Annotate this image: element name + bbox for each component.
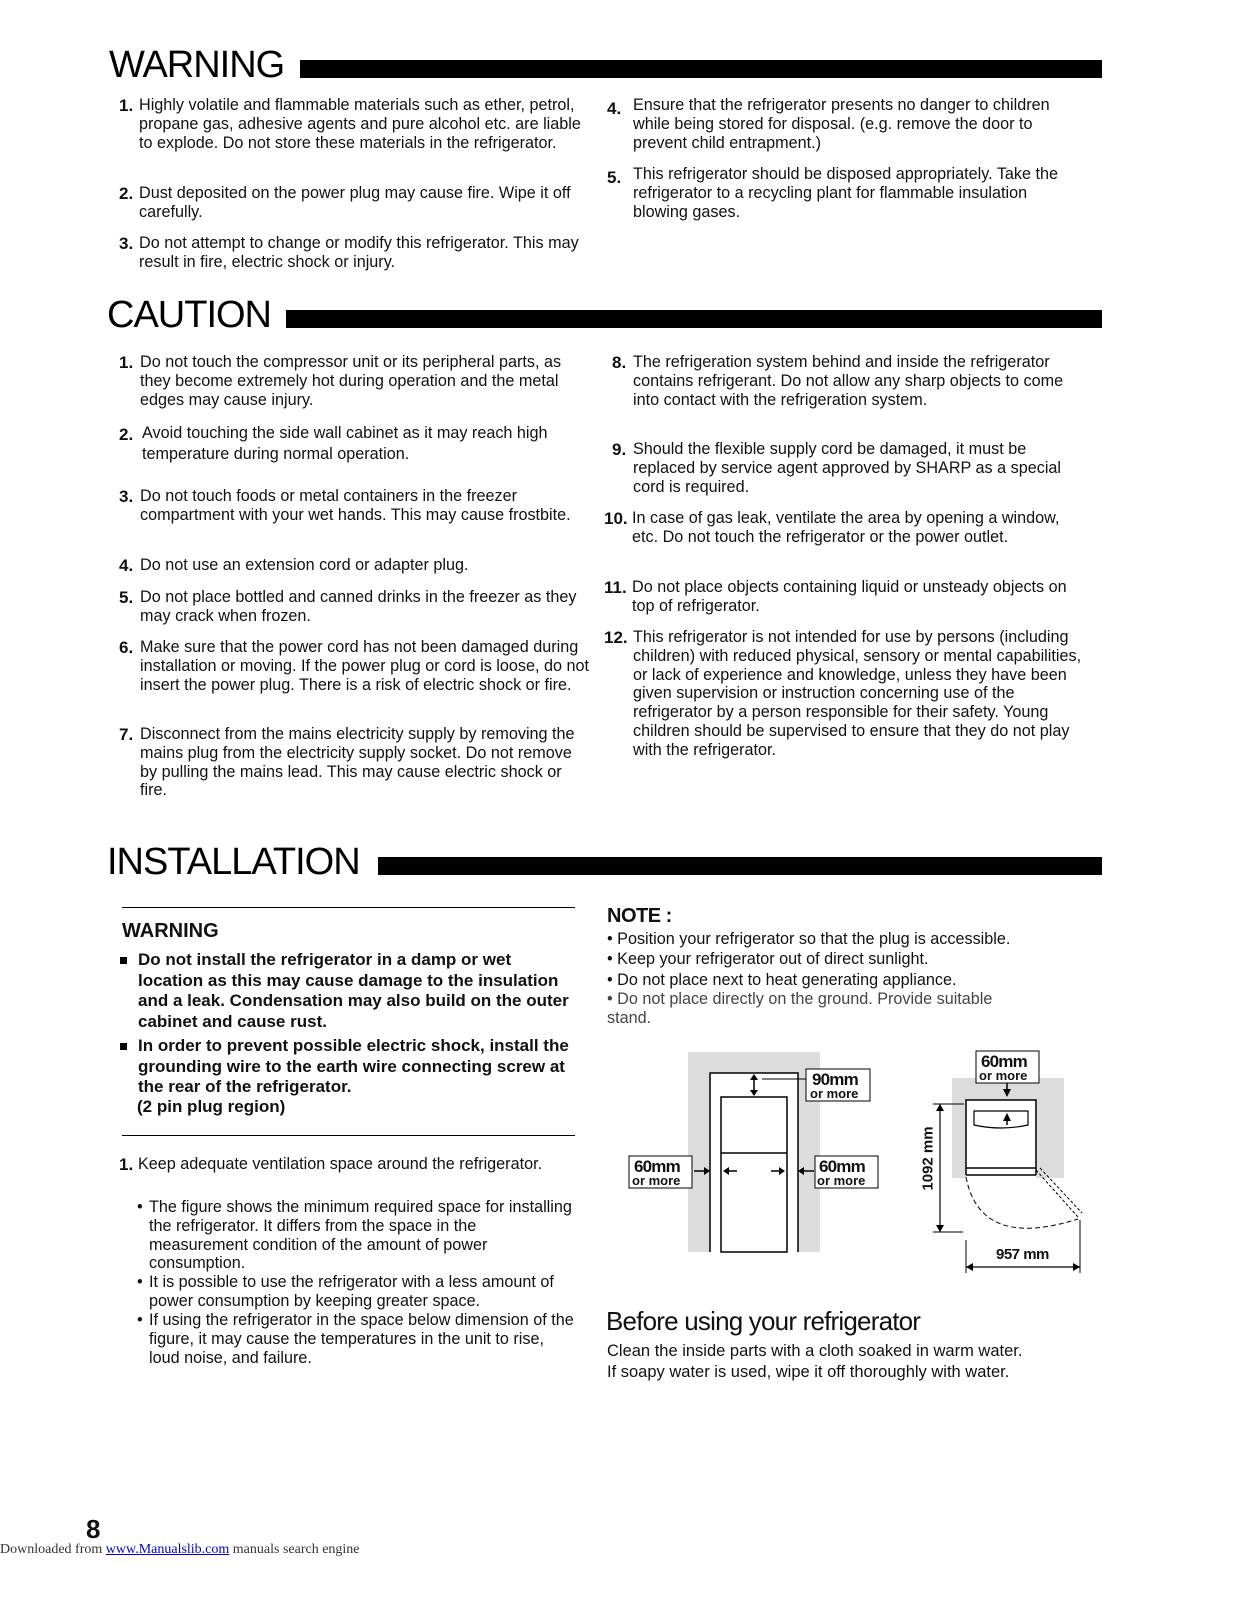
warning-title: WARNING <box>109 44 285 86</box>
item-number: 10. <box>604 509 628 528</box>
item-number: 1. <box>119 96 134 115</box>
item-text: Do not touch the compressor unit or its peripheral parts, as they become extremely hot during operation and the metal edges may cause injury. <box>140 353 562 409</box>
caution-title: CAUTION <box>107 294 271 336</box>
item-text: In order to prevent possible electric shock, install the grounding wire to the earth wire connecting screw at the rear of the refrigerator. <box>138 1036 569 1097</box>
depth-dimension-label: 957 mm <box>996 1246 1049 1263</box>
item-text: Do not touch foods or metal containers in the freezer compartment with your wet hands. This may cause frostbite. <box>140 487 571 524</box>
install-warning-item-2 <box>120 1036 580 1098</box>
install-sub-item-2 <box>137 1273 577 1311</box>
item-number: 5. <box>119 588 134 607</box>
note-item-3: • Do not place next to heat generating appliance. <box>607 971 957 989</box>
installation-title: INSTALLATION <box>107 841 360 883</box>
warning-item-4 <box>607 96 1082 152</box>
bullet-dot-icon: • <box>137 1273 143 1291</box>
item-number: 12. <box>604 628 628 647</box>
item-number: 2. <box>119 184 134 203</box>
item-text: The refrigeration system behind and inside the refrigerator contains refrigerant. Do not allow any sharp objects to come into contact with the refrigeration system. <box>633 353 1064 409</box>
square-bullet-icon <box>120 957 127 964</box>
item-number: 9. <box>612 440 627 459</box>
before-using-heading: Before using your refrigerator <box>606 1306 921 1336</box>
right-clearance-or-more: or more <box>817 1173 866 1188</box>
caution-item-1 <box>119 353 589 409</box>
installation-title-bar <box>378 857 1102 875</box>
caution-item-5 <box>119 588 589 626</box>
item-number: 4. <box>607 99 622 118</box>
before-using-line-2: If soapy water is used, wipe it off thoroughly with water. <box>607 1363 1010 1381</box>
item-text: Do not place bottled and canned drinks in the freezer as they may crack when frozen. <box>140 588 577 625</box>
install-sub-item-1 <box>137 1198 577 1273</box>
warning-box-top-rule <box>122 907 575 908</box>
caution-item-7 <box>119 725 589 800</box>
item-text: Do not install the refrigerator in a damp or wet location as this may cause damage to the insulation and a leak. Condensation may also build on the outer cabinet and cause rust. <box>138 950 569 1031</box>
side-top-clearance-value: 60mm <box>981 1052 1027 1071</box>
item-number: 1. <box>119 353 134 372</box>
install-warning-heading: WARNING <box>122 920 219 942</box>
item-text: Do not use an extension cord or adapter plug. <box>140 556 469 574</box>
item-text: This refrigerator should be disposed appropriately. Take the refrigerator to a recycling plant for flammable insulation blowing gases. <box>633 165 1059 221</box>
manualslib-link[interactable]: www.Manualslib.com <box>105 1542 230 1557</box>
warning-title-bar <box>300 60 1102 78</box>
height-dimension-label: 1092 mm <box>919 1126 937 1191</box>
caution-item-9 <box>612 440 1082 496</box>
warning-item-3 <box>119 234 589 272</box>
item-number: 4. <box>119 556 134 575</box>
note-item-1: • Position your refrigerator so that the plug is accessible. <box>607 930 1011 948</box>
item-text: Do not attempt to change or modify this refrigerator. This may result in fire, electric shock or injury. <box>139 234 579 271</box>
item-text: Disconnect from the mains electricity supply by removing the mains plug from the electricity supply socket. Do not remove by pulling the mains lead. This may cause electric shock or fire. <box>140 725 575 800</box>
side-top-clearance-or-more: or more <box>979 1068 1028 1083</box>
caution-item-2 <box>119 423 597 465</box>
left-clearance-or-more: or more <box>632 1173 681 1188</box>
item-number: 5. <box>607 168 622 187</box>
item-text: Ensure that the refrigerator presents no danger to children while being stored for disposal. (e.g. remove the door to prevent child entrapment.) <box>633 96 1050 152</box>
warning-item-2 <box>119 184 589 222</box>
item-number: 8. <box>612 353 627 372</box>
item-text: Keep adequate ventilation space around the refrigerator. <box>138 1155 543 1173</box>
bullet-dot-icon: • <box>137 1198 143 1216</box>
caution-item-10 <box>604 509 1082 547</box>
caution-title-bar <box>286 310 1102 328</box>
install-sub-item-3 <box>137 1311 577 1367</box>
before-using-line-1: Clean the inside parts with a cloth soaked in warm water. <box>607 1342 1023 1360</box>
caution-item-11 <box>604 578 1082 616</box>
warning-box-bottom-rule <box>122 1135 575 1136</box>
caution-item-6 <box>119 638 589 694</box>
item-text: Dust deposited on the power plug may cause fire. Wipe it off carefully. <box>139 184 571 221</box>
item-number: 11. <box>604 578 627 597</box>
item-text: Make sure that the power cord has not been damaged during installation or moving. If the power plug or cord is loose, do not insert the power plug. There is a risk of electric shock or fire. <box>140 638 589 694</box>
note-heading: NOTE : <box>607 905 672 927</box>
top-clearance-or-more: or more <box>810 1086 859 1101</box>
caution-item-4 <box>119 556 589 575</box>
top-clearance-value: 90mm <box>812 1070 858 1089</box>
footer-prefix: Downloaded from <box>0 1542 106 1557</box>
item-text: If using the refrigerator in the space below dimension of the figure, it may cause the temperatures in the unit to rise, loud noise, and failure. <box>149 1311 574 1367</box>
caution-item-8 <box>612 353 1082 409</box>
item-number: 3. <box>119 487 134 506</box>
caution-item-3 <box>119 487 589 525</box>
install-warning-item-1 <box>120 950 580 1032</box>
right-clearance-value: 60mm <box>819 1157 865 1176</box>
item-text: Highly volatile and flammable materials such as ether, petrol, propane gas, adhesive agents and pure alcohol etc. are liable to explode. Do not store these materials in the refrigerator. <box>139 96 581 152</box>
page-number: 8 <box>86 1514 101 1544</box>
square-bullet-icon <box>120 1043 127 1050</box>
bullet-dot-icon: • <box>137 1311 143 1329</box>
item-number: 6. <box>119 638 134 657</box>
install-warning-region: (2 pin plug region) <box>137 1097 286 1116</box>
note-item-4: • Do not place directly on the ground. Provide suitable stand. <box>607 990 993 1027</box>
item-number: 3. <box>119 234 134 253</box>
item-text: Do not place objects containing liquid or unsteady objects on top of refrigerator. <box>632 578 1067 615</box>
note-item-2: • Keep your refrigerator out of direct sunlight. <box>607 950 929 968</box>
item-number: 2. <box>119 425 134 444</box>
install-item-1 <box>119 1155 579 1174</box>
item-text: This refrigerator is not intended for use by persons (including children) with reduced physical, sensory or mental capabilities, or lack of experience and knowledge, unless they have been given supervision or instruction concerning use of the refrigerator by a person responsible for their safety. Young children should be supervised to ensure that they do not play with the refrigerator. <box>633 628 1082 759</box>
item-number: 1. <box>119 1155 134 1174</box>
item-text: The figure shows the minimum required space for installing the refrigerator. It differs from the space in the measurement condition of the amount of power consumption. <box>149 1198 572 1273</box>
warning-item-5 <box>607 165 1082 221</box>
item-number: 7. <box>119 725 134 744</box>
caution-item-12 <box>604 628 1082 760</box>
left-clearance-value: 60mm <box>634 1157 680 1176</box>
item-text: In case of gas leak, ventilate the area by opening a window, etc. Do not touch the refrigerator or the power outlet. <box>632 509 1060 546</box>
footer-suffix: manuals search engine <box>229 1542 360 1557</box>
item-text: It is possible to use the refrigerator with a less amount of power consumption by keeping greater space. <box>149 1273 554 1310</box>
footer <box>0 1542 360 1558</box>
item-text: Should the flexible supply cord be damaged, it must be replaced by service agent approved by SHARP as a special cord is required. <box>633 440 1062 496</box>
warning-item-1 <box>119 96 589 152</box>
item-text: Avoid touching the side wall cabinet as it may reach high temperature during normal operation. <box>142 424 548 463</box>
